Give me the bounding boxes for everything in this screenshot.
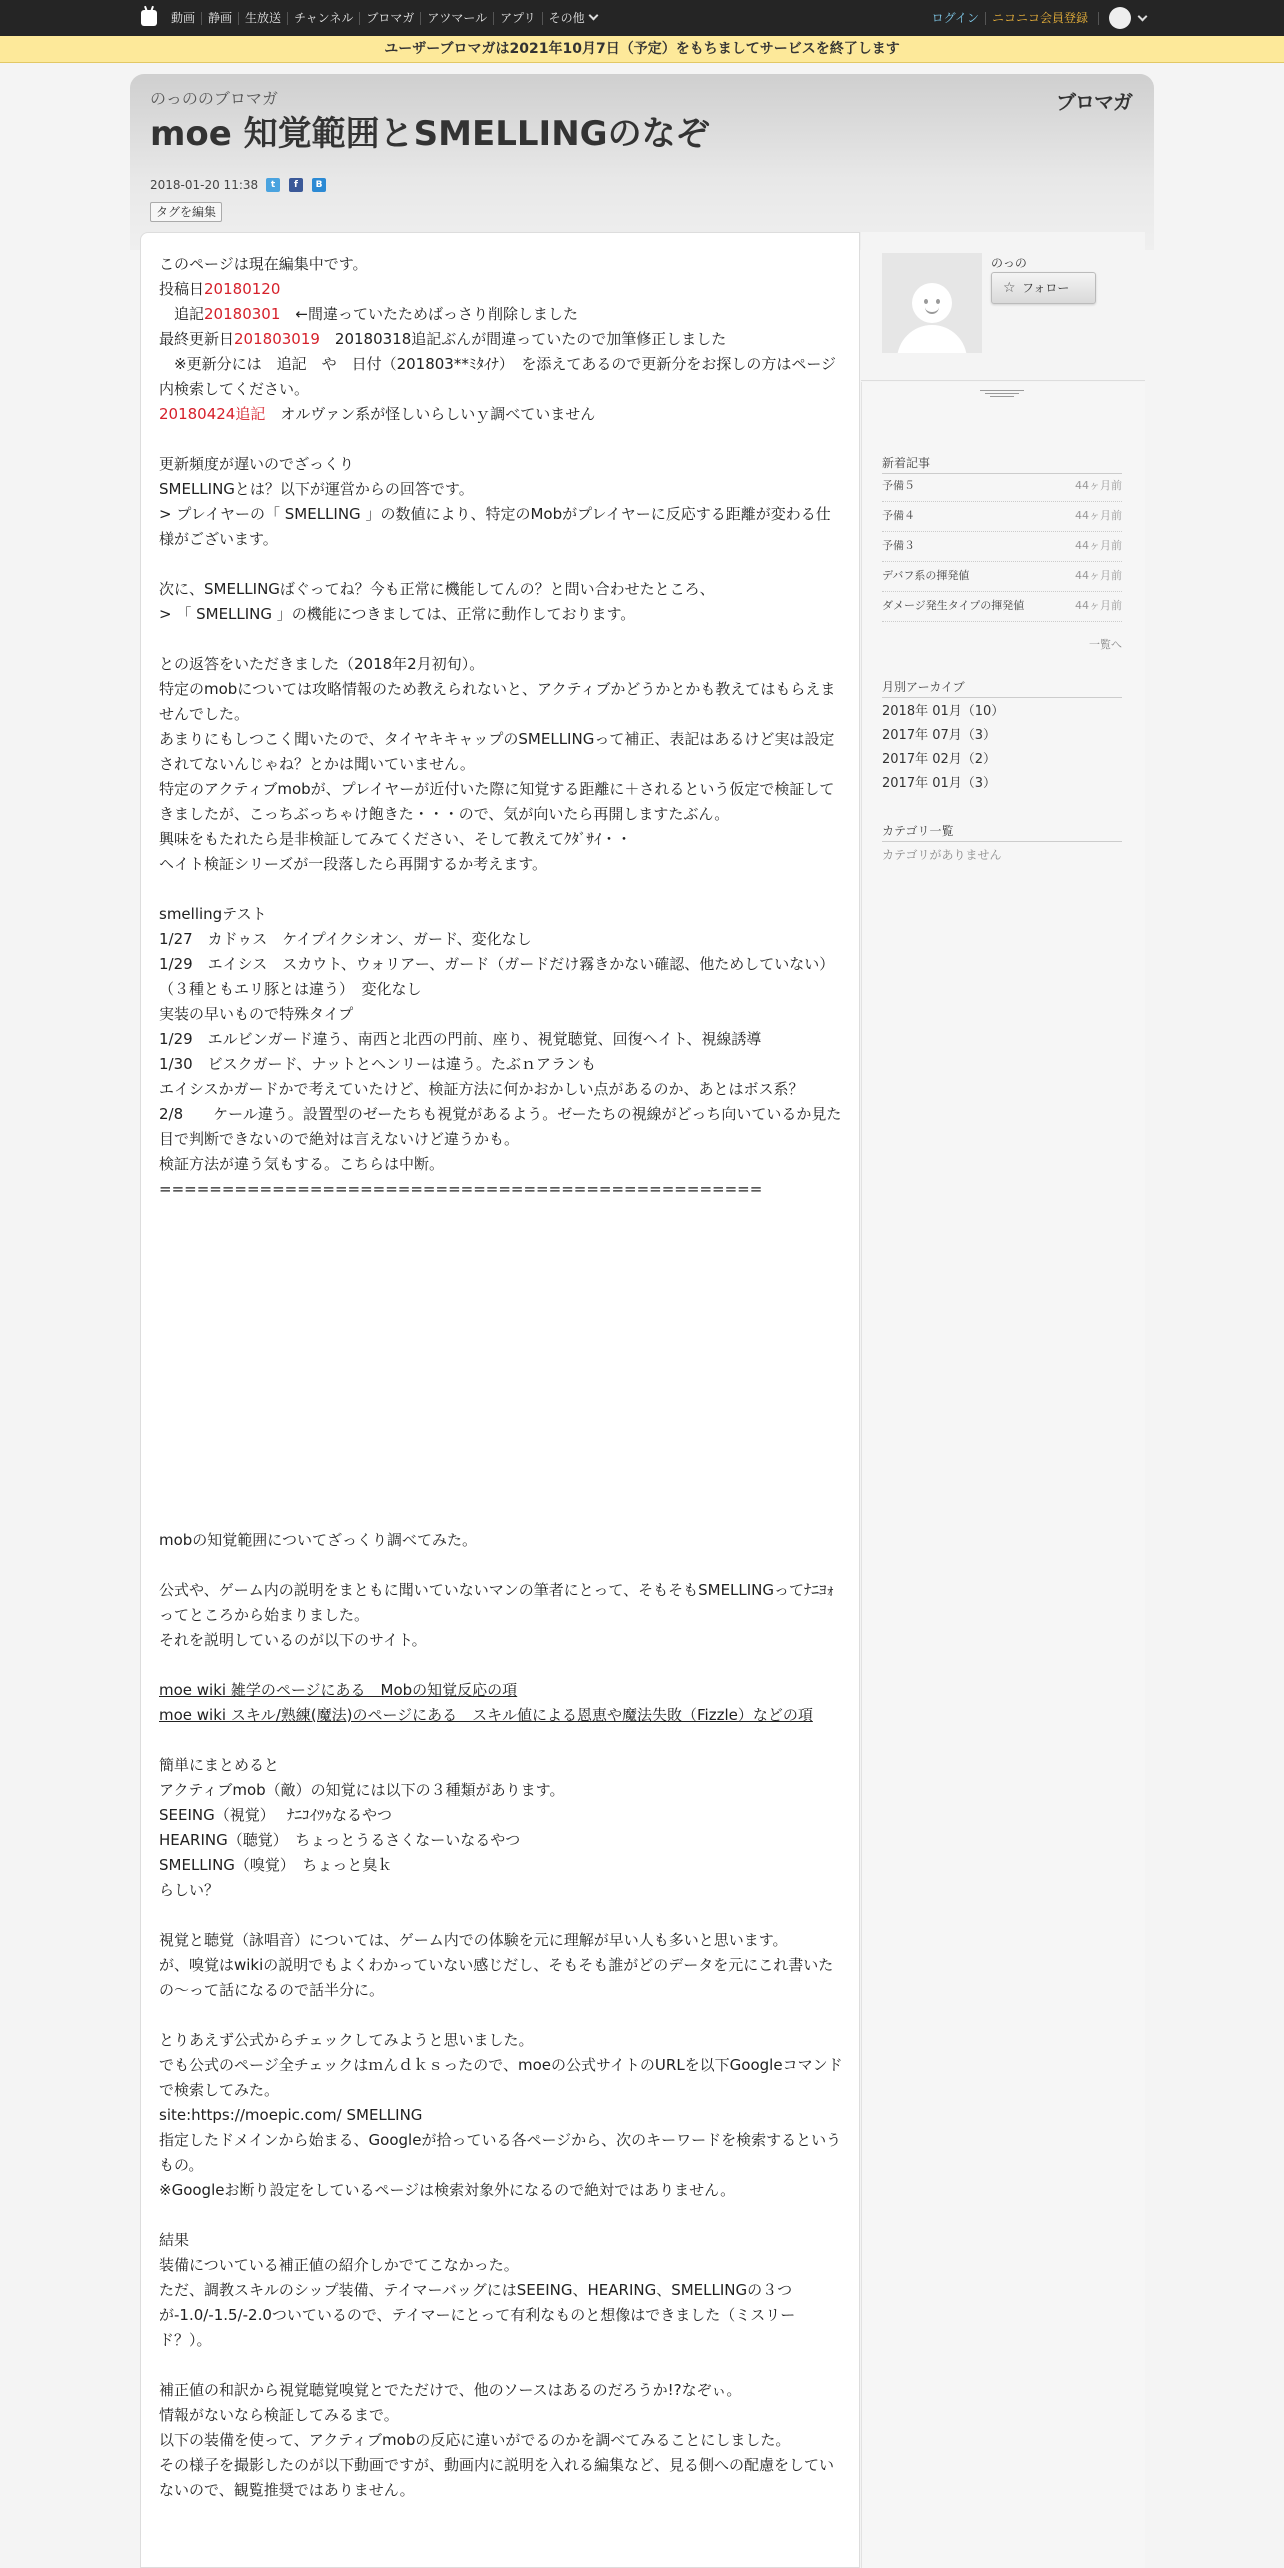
category-title: カテゴリ一覧 — [882, 822, 1122, 842]
archive-item[interactable]: 2017年 02月（2） — [882, 752, 997, 767]
register-link[interactable]: ニコニコ会員登録 — [986, 12, 1099, 25]
recent-article-item[interactable] — [882, 502, 1122, 532]
recent-article-age: 44ヶ月前 — [1075, 479, 1122, 492]
article-line: らしい？ — [159, 1881, 220, 1899]
article-line: 1/27 カドゥス ケイプイクシオン、ガード、変化なし — [159, 930, 532, 948]
service-end-notice: ユーザーブロマガは2021年10月7日（予定）をもちましてサービスを終了します — [0, 36, 1284, 63]
recent-articles-title: 新着記事 — [882, 454, 1122, 474]
nav-item-app[interactable]: アプリ — [494, 12, 543, 25]
archive-list — [882, 700, 1122, 796]
expand-handle-icon[interactable] — [980, 388, 1024, 398]
article-line: との返答をいただきました（2018年2月初旬）。 — [159, 655, 485, 673]
niconico-logo-icon[interactable] — [141, 10, 157, 26]
recent-article-age: 44ヶ月前 — [1075, 539, 1122, 552]
article-line — [159, 302, 843, 327]
update-note: ←間違っていたためばっさり削除しました — [280, 305, 578, 323]
article-line: エイシスかガードかで考えていたけど、検証方法に何かおかしい点があるのか、あとはボス系？ — [159, 1080, 804, 1098]
article-line — [159, 402, 843, 427]
article-line: とりあえず公式からチェックしてみようと思いました。 — [159, 2031, 534, 2049]
nav-item-bromaga[interactable]: ブロマガ — [360, 12, 421, 25]
article-line: 以下の装備を使って、アクティブmobの反応に違いがでるのかを調べてみることにしました。 — [159, 2431, 791, 2449]
recent-article-title: 予備３ — [882, 539, 915, 552]
wiki-link-skill[interactable]: moe wiki スキル/熟練(魔法)のページにある スキル値による恩恵や魔法失敗（Fizzle）などの項 — [159, 1706, 813, 1724]
article-line: あまりにもしつこく聞いたので、タイヤキキャップのSMELLINGって補正、表記はあるけど実は設定されてないんじゃね？とかは聞いていません。 — [159, 730, 835, 773]
article-quote: > 「 SMELLING 」の機能につきましては、正常に動作しております。 — [159, 605, 636, 623]
page-title: moe 知覚範囲とSMELLINGのなぞ — [150, 114, 710, 154]
update-label: 追記 — [159, 305, 205, 323]
article-line: 情報がないなら検証してみるまで。 — [159, 2406, 399, 2424]
profile-name[interactable]: のっの — [991, 256, 1027, 270]
recent-article-age: 44ヶ月前 — [1075, 599, 1122, 612]
article-line: 実装の早いもので特殊タイプ — [159, 1005, 354, 1023]
article-line: ただ、調教スキルのシップ装備、テイマーバッグにはSEEING、HEARING、SMELLINGの３つが-1.0/-1.5/-2.0ついているので、テイマーにとって有利なものと想像はできました（ミスリード？）。 — [159, 2281, 796, 2349]
follow-label: フォロー — [1022, 281, 1070, 295]
post-date: 2018-01-20 11:38 — [150, 178, 259, 192]
nav-account — [926, 0, 1146, 36]
login-link[interactable]: ログイン — [926, 12, 986, 25]
article-line: でも公式のページ全チェックはｍんｄｋｓったので、moeの公式サイトのURLを以下Googleコマンドで検索してみた。 — [159, 2056, 843, 2099]
archive-item[interactable]: 2018年 01月（10） — [882, 704, 1005, 719]
archive-item[interactable]: 2017年 07月（3） — [882, 728, 997, 743]
article-line: site:https://moepic.com/ SMELLING — [159, 2106, 423, 2124]
follow-button[interactable] — [991, 272, 1096, 304]
addendum-text: オルヴァン系が怪しいらしいｙ調べていません — [265, 405, 596, 423]
last-updated-label: 最終更新日 — [159, 330, 235, 348]
nav-item-other-label: その他 — [548, 10, 585, 25]
article-line: 更新頻度が遅いのでざっくり — [159, 455, 355, 473]
post-date-value: 20180120 — [204, 280, 281, 298]
article-line: それを説明しているのが以下のサイト。 — [159, 1631, 427, 1649]
nav-item-seiga[interactable]: 静画 — [202, 12, 239, 25]
article-line: その様子を撮影したのが以下動画ですが、動画内に説明を入れる編集など、見る側への配慮をしていないので、観覧推奨ではありません。 — [159, 2456, 835, 2499]
article-line: 1/30 ビスクガード、ナットとヘンリーは違う。たぶｎアランも — [159, 1055, 597, 1073]
article-line: 簡単にまとめると — [159, 1756, 280, 1774]
article-line: 2/8 ケール違う。設置型のゼーたちも視覚があるよう。ゼーたちの視線がどっち向いているか見た目で判断できないので絶対は言えないけど違うかも。 — [159, 1105, 842, 1148]
article-line: このページは現在編集中です。 — [159, 255, 368, 273]
article-line — [159, 277, 843, 302]
article-line: 1/29 エルビンガード違う、南西と北西の門前、座り、視覚聴覚、回復ヘイト、視線誘導 — [159, 1030, 762, 1048]
user-avatar-icon[interactable] — [1109, 7, 1131, 29]
addendum-label: 20180424追記 — [159, 405, 266, 423]
archive-item[interactable]: 2017年 01月（3） — [882, 776, 997, 791]
bromaga-logo[interactable]: ブロマガ — [1056, 90, 1132, 114]
nav-item-atsumaru[interactable]: アツマール — [421, 12, 494, 25]
article-line: 特定のアクティブmobが、プレイヤーが近付いた際に知覚する距離に＋されるという仮定で検証してきましたが、こっちぶっちゃけ飽きた・・・ので、気が向いたら再開しますたぶん。 — [159, 780, 835, 823]
recent-article-title: 予備５ — [882, 479, 915, 492]
article-line: SMELLING（嗅覚） ちょっと臭ｋ — [159, 1856, 393, 1874]
last-updated-value: 201803019 — [234, 330, 320, 348]
share-icons — [266, 178, 326, 192]
recent-article-title: ダメージ発生タイプの揮発値 — [882, 599, 1025, 612]
star-icon: ☆ — [1003, 280, 1016, 296]
tag-edit-button[interactable]: タグを編集 — [150, 202, 222, 222]
wiki-link-trivia[interactable]: moe wiki 雑学のページにある Mobの知覚反応の項 — [159, 1681, 518, 1699]
article-line: アクティブmob（敵）の知覚には以下の３種類があります。 — [159, 1781, 565, 1799]
article-line: SEEING（視覚） ﾅﾆｺｲﾂｩなるやつ — [159, 1806, 393, 1824]
post-date-label: 投稿日 — [159, 280, 205, 298]
article-line: ヘイト検証シリーズが一段落したら再開するか考えます。 — [159, 855, 548, 873]
article-line: 結果 — [159, 2231, 190, 2249]
recent-article-age: 44ヶ月前 — [1075, 509, 1122, 522]
article-line: 特定のmobについては攻略情報のため教えられないと、アクティブかどうかとかも教えてはもらえませんでした。 — [159, 680, 836, 723]
article-quote: > プレイヤーの「 SMELLING 」の数値により、特定のMobがプレイヤーに反応する距離が変わる仕様がございます。 — [159, 505, 831, 548]
article-line — [159, 327, 843, 352]
article-line: SMELLINGとは？以下が運営からの回答です。 — [159, 480, 474, 498]
recent-article-age: 44ヶ月前 — [1075, 569, 1122, 582]
divider — [861, 380, 1145, 381]
nav-item-other[interactable] — [543, 12, 603, 25]
hatena-bookmark-icon[interactable]: B — [312, 178, 326, 192]
article-line: smellingテスト — [159, 905, 267, 923]
article-line: 興味をもたれたら是非検証してみてください、そして教えてｸﾀﾞｻｲ・・ — [159, 830, 632, 848]
article-line: mobの知覚範囲についてざっくり調べてみた。 — [159, 1531, 478, 1549]
no-category-text: カテゴリがありません — [882, 848, 1002, 862]
facebook-icon[interactable]: f — [289, 178, 303, 192]
recent-article-item[interactable] — [882, 592, 1122, 622]
recent-article-title: 予備４ — [882, 509, 915, 522]
article-line: 検証方法が違う気もする。こちらは中断。 — [159, 1155, 445, 1173]
recent-article-item[interactable] — [882, 532, 1122, 562]
chevron-down-icon[interactable] — [1138, 11, 1148, 21]
article-line: ※更新分には 追記 や 日付（201803**ﾐﾀｲﾅ） を添えてあるので更新分をお探しの方はページ内検索してください。 — [159, 355, 837, 398]
nav-item-video[interactable]: 動画 — [165, 12, 202, 25]
article-line: 次に、SMELLINGばぐってね？今も正常に機能してんの？と問い合わせたところ、 — [159, 580, 715, 598]
profile-avatar[interactable] — [882, 253, 982, 353]
blog-name[interactable]: のっののブロマガ — [150, 89, 278, 108]
article-header-panel — [130, 74, 1154, 250]
recent-article-title: デバフ系の揮発値 — [882, 569, 970, 582]
article-line: 装備についている補正値の紹介しかでてこなかった。 — [159, 2256, 519, 2274]
article-body — [159, 252, 843, 2503]
article-line: 視覚と聴覚（詠唱音）については、ゲーム内での体験を元に理解が早い人も多いと思います。 — [159, 1931, 788, 1949]
article-line: 指定したドメインから始まる、Googleが拾っている各ページから、次のキーワードを検索するというもの。 — [159, 2131, 842, 2174]
article-line: 1/29 エイシス スカウト、ウォリアー、ガード（ガードだけ霧きかない確認、他ためしていない）（３種ともエリ豚とは違う） 変化なし — [159, 955, 835, 998]
article-line: 補正値の和訳から視覚聴覚嗅覚とでただけで、他のソースはあるのだろうか!?なぞぃ。 — [159, 2381, 742, 2399]
embedded-video-area[interactable] — [159, 1202, 843, 1528]
article-divider: ================================================ — [159, 1180, 763, 1198]
nav-item-channel[interactable]: チャンネル — [288, 12, 360, 25]
article-line: 公式や、ゲーム内の説明をまともに聞いていないマンの筆者にとって、そもそもSMELLINGってﾅﾆﾖｫってところから始まりました。 — [159, 1581, 835, 1624]
chevron-down-icon — [588, 10, 598, 20]
recent-article-item[interactable] — [882, 562, 1122, 592]
last-updated-note: 20180318追記ぶんが間違っていたので加筆修正しました — [319, 330, 727, 348]
article-line: HEARING（聴覚） ちょっとうるさくなーいなるやつ — [159, 1831, 521, 1849]
recent-more-link[interactable]: 一覧へ — [1089, 638, 1122, 651]
article-line: ※Googleお断り設定をしているページは検索対象外になるので絶対ではありません。 — [159, 2181, 736, 2199]
update-date-value: 20180301 — [204, 305, 281, 323]
article-line: が、嗅覚はwikiの説明でもよくわかっていない感じだし、そもそも誰がどのデータを元にこれ書いたの～って話になるので話半分に。 — [159, 1956, 834, 1999]
recent-articles-list — [882, 472, 1122, 622]
top-nav-bar — [0, 0, 1284, 36]
nav-item-live[interactable]: 生放送 — [239, 12, 288, 25]
twitter-icon[interactable]: t — [266, 178, 280, 192]
nav-links — [165, 0, 603, 36]
recent-article-item[interactable] — [882, 472, 1122, 502]
archive-title: 月別アーカイブ — [882, 678, 1122, 698]
